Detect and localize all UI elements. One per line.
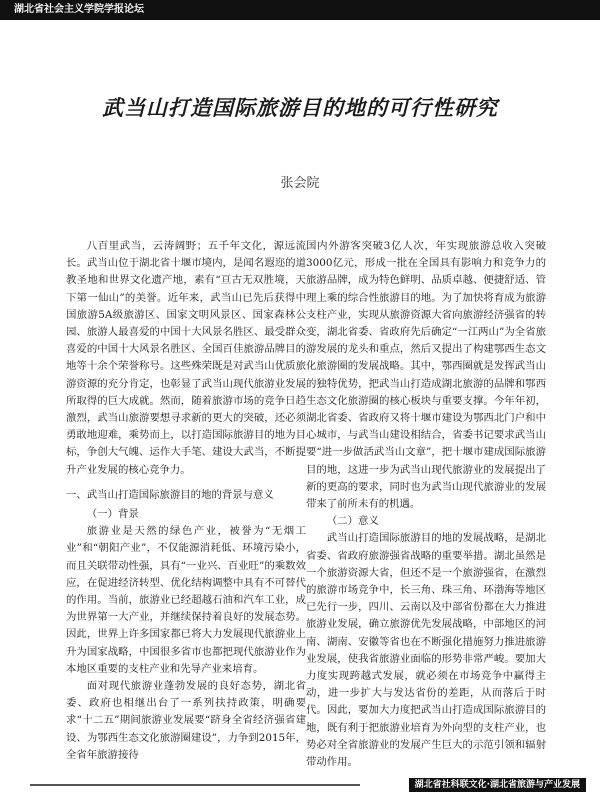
footer-label: 湖北省社科联文化·湖北省旅游与产业发展	[409, 778, 586, 792]
body-paragraph: 面对现代旅游业蓬勃发展的良好态势，湖北省委、政府也相继出台了一系列扶持政策，明确要求“十二五”期间旅游业发展要“跻身全省经济强省建设、为鄂西生态文化旅游圈建设”，力争到2015年，全省年旅游接待	[66, 680, 306, 761]
body-paragraph: 武当山打造国际旅游目的地的发展战略，是湖北省委、省政府旅游强省战略的重要举措。湖北虽然是一个旅游资源大省，但还不是一个旅游强省，在激烈的旅游市场竞争中，长三角、珠三角、环渤海等地区已先行一步，四川、云南以及中部省份都在大力推进旅游业发展，确立旅游优先发展战略，中部地区的河南、湖南、安徽等省也在不断强化措施努力推进旅游业发展，使我省旅游业面临的形势非常严峻。要加大力度实现跨越式发展，就必须在市场竞争中赢得主动，进一步扩大与发达省份的差距，从而落后于时代。因此，要加大力度把武当山打造成国际旅游目的地，既有利于把旅游业培育为外向型的支柱产业，也势必对全省旅游业的发展产生巨大的示范引领和辐射带动作用。	[306, 532, 546, 769]
left-column	[66, 238, 306, 764]
journal-name: 湖北省社会主义学院学报论坛	[14, 4, 144, 15]
intro-paragraph: 八百里武当，云涛阔野；五千年文化，源远流长。武当山位于湖北省十堰市境内，是闻名遐迩的道教圣地和世界文化遗产地，素有“亘古无双胜境，天下第一仙山”的美誉。近年来，武当山已先后获得中国旅游5A级旅游区、国家文明风景区、国家森林公园、旅游人最喜爱的中国十大风景名胜区、最受群众喜爱的中国十大风景名胜区、全国百佳旅游品牌目的地等十余个荣誉称号。这些殊荣既是对武当山优质旅游资源的充分肯定，也彰显了武当山现代旅游业发展所取得的巨大成就。然而，随着旅游市场的竞争日趋激烈，武当山旅游要想寻求新的更大的突破，还必须勇敢地迎难，乘势而上，以打造国际旅游目的地为目标，争创大气魄、运作大手笔、建设大武当，不断提升产业发展的核心竞争力。	[66, 240, 306, 476]
subsection-heading: （一）背景	[86, 508, 139, 521]
body-paragraph: 旅游业是天然的绿色产业，被誉为“无烟工业”和“朝阳产业”，不仅能源消耗低、环境污染小，而且关联带动性强，具有“一业兴、百业旺”的乘数效应，在促进经济转型、优化结构调整中具有不可替代的作用。当前，旅游业已经超越石油和汽车工业，成为世界第一大产业，并继续保持着良好的发展态势。因此，世界上许多国家都已将大力发展现代旅游业上升为国家战略，中国很多省市也都把现代旅游业作为本地区重要的支柱产业和先导产业来培育。	[66, 525, 306, 675]
article-author: 张会院	[280, 176, 320, 191]
section-heading: 一、武当山打造国际旅游目的地的背景与意义	[66, 488, 274, 501]
footer-bar	[0, 778, 600, 792]
article-title: 武当山打造国际旅游目的地的可行性研究	[102, 96, 498, 120]
continued-paragraph: 国内外游客突破3亿人次，年实现旅游总收入突破3000亿元，形成一批在全国具有影响力和竞争力的旅游品牌，成为特色鲜明、品质卓越、便捷舒适、管理上乘的综合性旅游目的地。为了加快将育成为旅游支柱产业，实现从旅游资源大省向旅游经济强省的转变，湖北省委、省政府先后确定“一江两山”为全省旅游发展的龙头和重点，然后又提出了构建鄂西生态文化旅游圈的发展战略。其中，鄂西圈就是发挥武当山的独特优势，把武当山打造成湖北旅游的品牌和鄂西生态文化旅游圈的核心板块与重要支撑。今年年初，湖北省委、省政府又将十堰市建设为鄂西北门户和中心城市，与武当山建设相结合，省委书记要求武当山要“进一步做活武当山文章”，把十堰市建成国际旅游目的地，这进一步为武当山现代旅游业的发展提出了新的更高的要求，同时也为武当山现代旅游业的发展带来了前所未有的机遇。	[306, 240, 546, 511]
journal-header-bar	[0, 0, 600, 20]
right-column	[306, 238, 546, 771]
footer-rule	[30, 784, 360, 786]
subsection-heading: （二）意义	[326, 515, 379, 528]
